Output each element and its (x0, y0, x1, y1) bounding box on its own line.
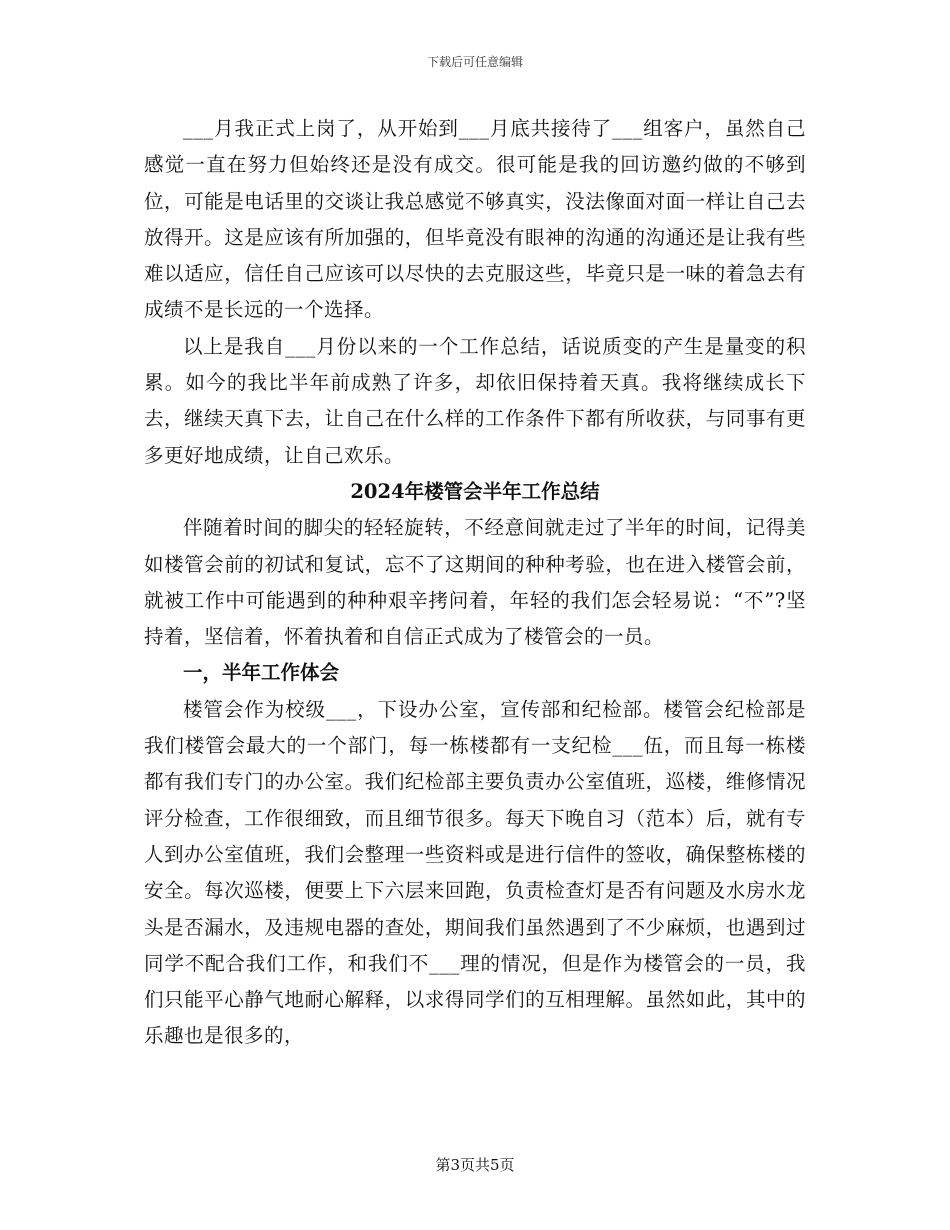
section-title: 2024年楼管会半年工作总结 (350, 479, 600, 503)
page-footer: 第3页共5页 (435, 1156, 515, 1174)
paragraph: ___月我正式上岗了，从开始到___月底共接待了___组客户，虽然自己感觉一直在努力但始终还是没有成交。很可能是我的回访邀约做的不够到位，可能是电话里的交谈让我总感觉不够真实，没法像面对面一样让自己去放得开。这是应该有所加强的，但毕竟没有眼神的沟通的沟通还是让我有些难以适应，信任自己应该可以尽快的去克服这些，毕竟只是一味的着急去有成绩不是长远的一个选择。 (144, 117, 806, 322)
paragraph: 以上是我自___月份以来的一个工作总结，话说质变的产生是量变的积累。如今的我比半年前成熟了许多，却依旧保持着天真。我将继续成长下去，继续天真下去，让自己在什么样的工作条件下都有所收获，与同事有更多更好地成绩，让自己欢乐。 (144, 334, 806, 467)
document-body (144, 111, 806, 1055)
paragraph: 伴随着时间的脚尖的轻轻旋转，不经意间就走过了半年的时间，记得美如楼管会前的初试和复试，忘不了这期间的种种考验，也在进入楼管会前，就被工作中可能遇到的种种艰辛拷问着，年轻的我们怎会轻易说：“不”?坚持着，坚信着，怀着执着和自信正式成为了楼管会的一员。 (144, 516, 806, 649)
section-heading: 一，半年工作体会 (183, 661, 340, 685)
page-header: 下载后可任意编辑 (426, 55, 523, 69)
paragraph: 楼管会作为校级___，下设办公室，宣传部和纪检部。楼管会纪检部是我们楼管会最大的一个部门，每一栋楼都有一支纪检___伍，而且每一栋楼都有我们专门的办公室。我们纪检部主要负责办公室值班，巡楼，维修情况评分检查，工作很细致，而且细节很多。每天下晚自习（范本）后，就有专人到办公室值班，我们会整理一些资料或是进行信件的签收，确保整栋楼的安全。每次巡楼，便要上下六层来回跑，负责检查灯是否有问题及水房水龙头是否漏水，及违规电器的查处，期间我们虽然遇到了不少麻烦，也遇到过同学不配合我们工作，和我们不___理的情况，但是作为楼管会的一员，我们只能平心静气地耐心解释，以求得同学们的互相理解。虽然如此，其中的乐趣也是很多的， (144, 697, 806, 1048)
